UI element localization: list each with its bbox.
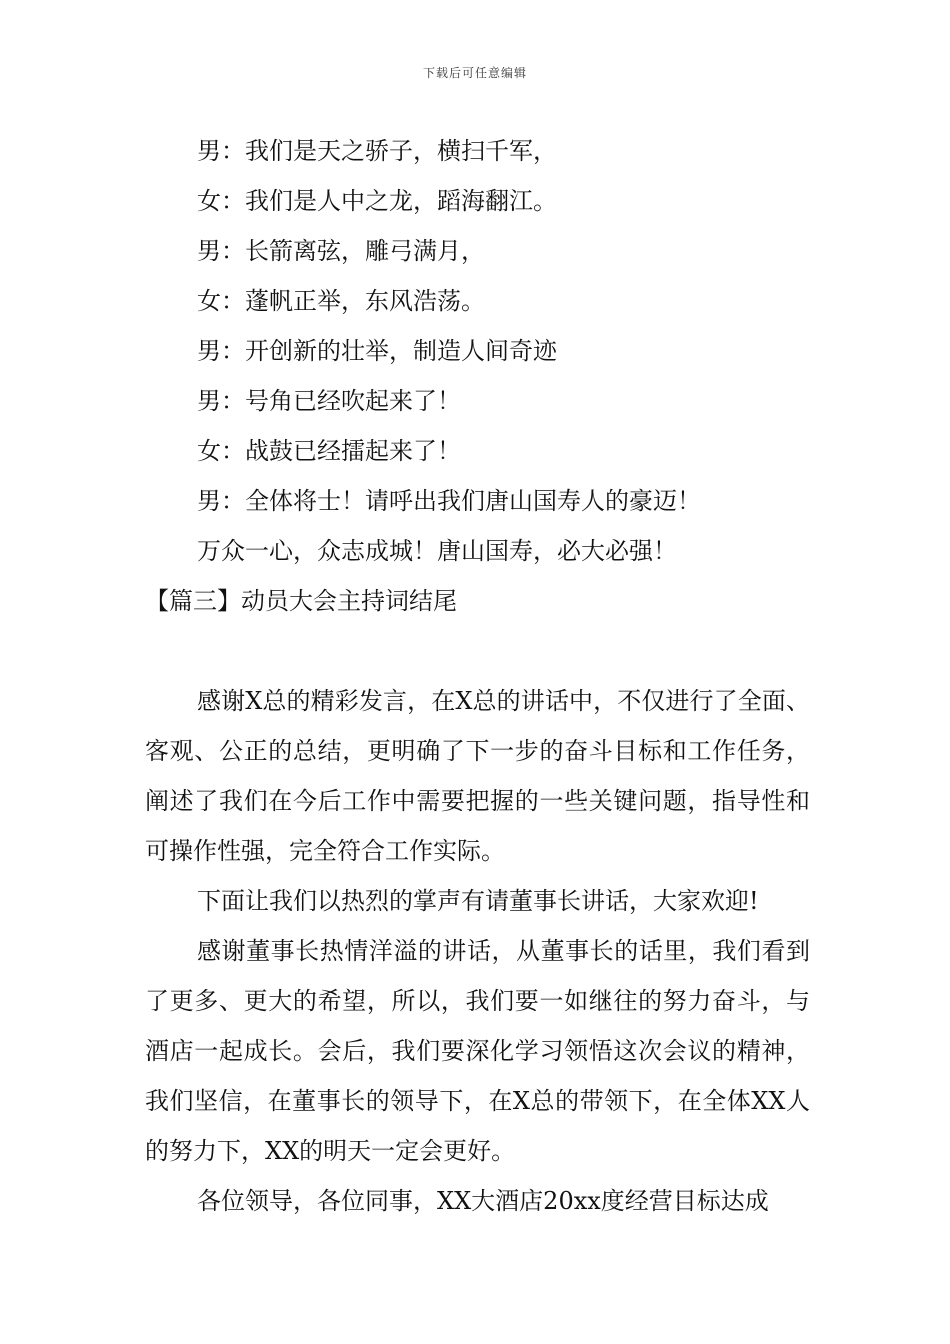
- paragraph: 感谢X总的精彩发言，在X总的讲话中，不仅进行了全面、客观、公正的总结，更明确了下一步的奋斗目标和工作任务，阐述了我们在今后工作中需要把握的一些关键问题，指导性和可操作性强，完全符合工作实际。: [145, 687, 810, 865]
- dialogue-line: 男：号角已经吹起来了！: [197, 387, 461, 415]
- closing-slogan: 万众一心，众志成城！唐山国寿，必大必强！: [197, 537, 677, 565]
- blank-line: [145, 626, 810, 676]
- paragraph: 感谢董事长热情洋溢的讲话，从董事长的话里，我们看到了更多、更大的希望，所以，我们要一如继往的努力奋斗，与酒店一起成长。会后，我们要深化学习领悟这次会议的精神，我们坚信，在董事长的领导下，在X总的带领下，在全体XX人的努力下，XX的明天一定会更好。: [145, 937, 810, 1165]
- document-body: [145, 126, 810, 1226]
- dialogue-line: 女：蓬帆正举，东风浩荡。: [197, 287, 485, 315]
- paragraph: 各位领导，各位同事，XX大酒店20xx度经营目标达成: [197, 1187, 769, 1215]
- dialogue-line: 男：全体将士！请呼出我们唐山国寿人的豪迈！: [197, 487, 701, 515]
- dialogue-line: 男：长箭离弦，雕弓满月，: [197, 237, 485, 265]
- dialogue-line: 女：我们是人中之龙，蹈海翻江。: [197, 187, 557, 215]
- dialogue-line: 男：我们是天之骄子，横扫千军，: [197, 137, 557, 165]
- section-heading: 【篇三】动员大会主持词结尾: [145, 587, 457, 615]
- paragraph: 下面让我们以热烈的掌声有请董事长讲话，大家欢迎!: [197, 887, 759, 915]
- dialogue-line: 女：战鼓已经擂起来了！: [197, 437, 461, 465]
- page-header: 下载后可任意编辑: [422, 66, 527, 80]
- dialogue-line: 男：开创新的壮举，制造人间奇迹: [197, 337, 557, 365]
